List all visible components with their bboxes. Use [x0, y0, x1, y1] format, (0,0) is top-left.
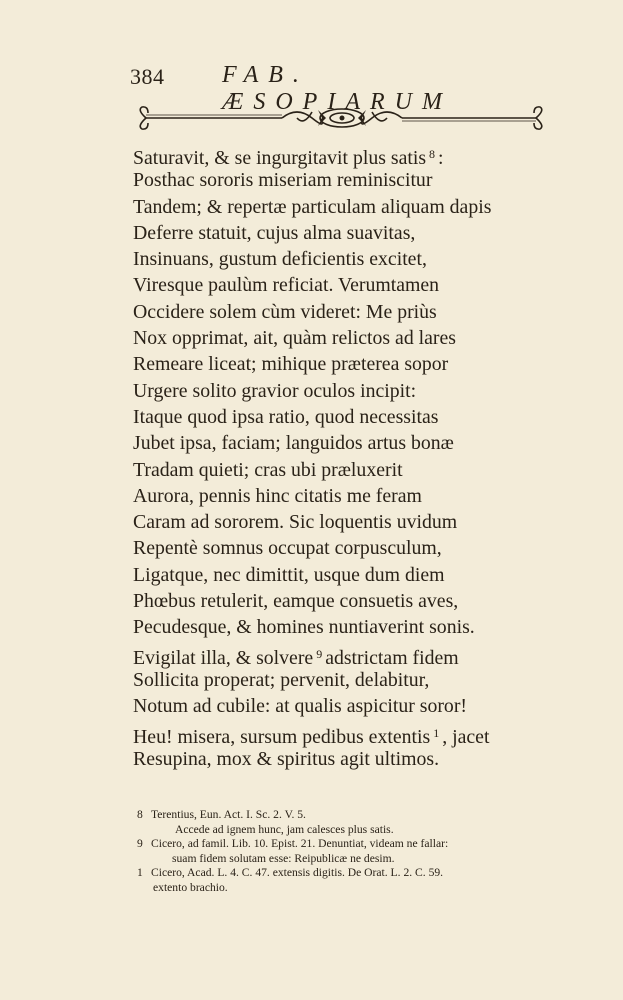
verse-line-text: Heu! misera, sursum pedibus extentis — [133, 725, 431, 748]
verse-line-text: Evigilat illa, & solvere — [133, 646, 314, 669]
verse-line: Repentè somnus occupat corpusculum, — [133, 537, 442, 560]
verse-line: Tradam quieti; cras ubi præluxerit — [133, 458, 403, 481]
footnote-marker: 9 — [137, 837, 143, 850]
verse-line-tail: adstrictam fidem — [325, 646, 459, 669]
footnote-text: Cicero, Acad. L. 4. C. 47. extensis digitis. De Orat. L. 2. C. 59. — [151, 866, 444, 879]
decorative-rule-ornament-icon — [132, 104, 552, 132]
verse-line: Deferre statuit, cujus alma suavitas, — [133, 221, 416, 244]
footnote-ref: 9 — [316, 646, 323, 661]
verse-line: Phœbus retulerit, eamque consuetis aves, — [133, 590, 459, 613]
verse-line — [133, 141, 573, 167]
verse-line: Notum ad cubile: at qualis aspicitur soror! — [133, 695, 468, 718]
footnote-ref: 1 — [433, 725, 440, 740]
running-title: FAB. ÆSOPIARUM — [222, 62, 452, 115]
verse-line: Occidere solem cùm videret: Me priùs — [133, 300, 437, 323]
verse-line: Tandem; & repertæ particulam aliquam dapis — [133, 195, 492, 218]
verse-line-tail: : — [438, 147, 444, 169]
footnote — [137, 837, 623, 852]
verse-line: Pecudesque, & homines nuntiaverint sonis. — [133, 616, 475, 639]
verse-line — [133, 641, 573, 667]
footnote-continuation: suam fidem solutam esse: Reipublicæ ne desim. — [172, 851, 395, 865]
verse-line: Insinuans, gustum deficientis excitet, — [133, 248, 427, 271]
verse-line: Nox opprimat, ait, quàm relictos ad lares — [133, 327, 457, 350]
verse-line: Sollicita properat; pervenit, delabitur, — [133, 668, 430, 691]
verse-line: Ligatque, nec dimittit, usque dum diem — [133, 563, 445, 586]
verse-line: Aurora, pennis hinc citatis me feram — [133, 484, 422, 507]
page-number: 384 — [130, 64, 165, 89]
footnote-continuation: Accede ad ignem hunc, jam calesces plus satis. — [175, 822, 394, 836]
page-header — [130, 60, 550, 115]
footnote-marker: 1 — [137, 866, 143, 879]
verse-text — [133, 141, 573, 772]
verse-line: Remeare liceat; mihique præterea sopor — [133, 353, 449, 376]
verse-line: Viresque paulùm reficiat. Verumtamen — [133, 274, 440, 297]
footnote-marker: 8 — [137, 808, 143, 821]
verse-line — [133, 720, 573, 746]
verse-line-tail: , jacet — [442, 725, 490, 748]
footnote — [137, 808, 623, 823]
verse-line-text: Saturavit, & se ingurgitavit plus satis — [133, 147, 427, 169]
footnote-text: Cicero, ad famil. Lib. 10. Epist. 21. Denuntiat, videam ne fallar: — [151, 837, 449, 850]
footnote — [137, 866, 623, 881]
verse-line: Itaque quod ipsa ratio, quod necessitas — [133, 405, 439, 428]
verse-line: Jubet ipsa, faciam; languidos artus bonæ — [133, 432, 454, 455]
verse-line: Urgere solito gravior oculos incipit: — [133, 379, 417, 402]
footnote-continuation: extento brachio. — [153, 880, 228, 894]
verse-line: Posthac sororis miseriam reminiscitur — [133, 169, 433, 192]
footnotes — [137, 808, 623, 895]
verse-line: Caram ad sororem. Sic loquentis uvidum — [133, 511, 458, 534]
verse-line: Resupina, mox & spiritus agit ultimos. — [133, 747, 440, 770]
footnote-ref: 8 — [429, 147, 436, 161]
footnote-text: Terentius, Eun. Act. I. Sc. 2. V. 5. — [151, 808, 306, 821]
